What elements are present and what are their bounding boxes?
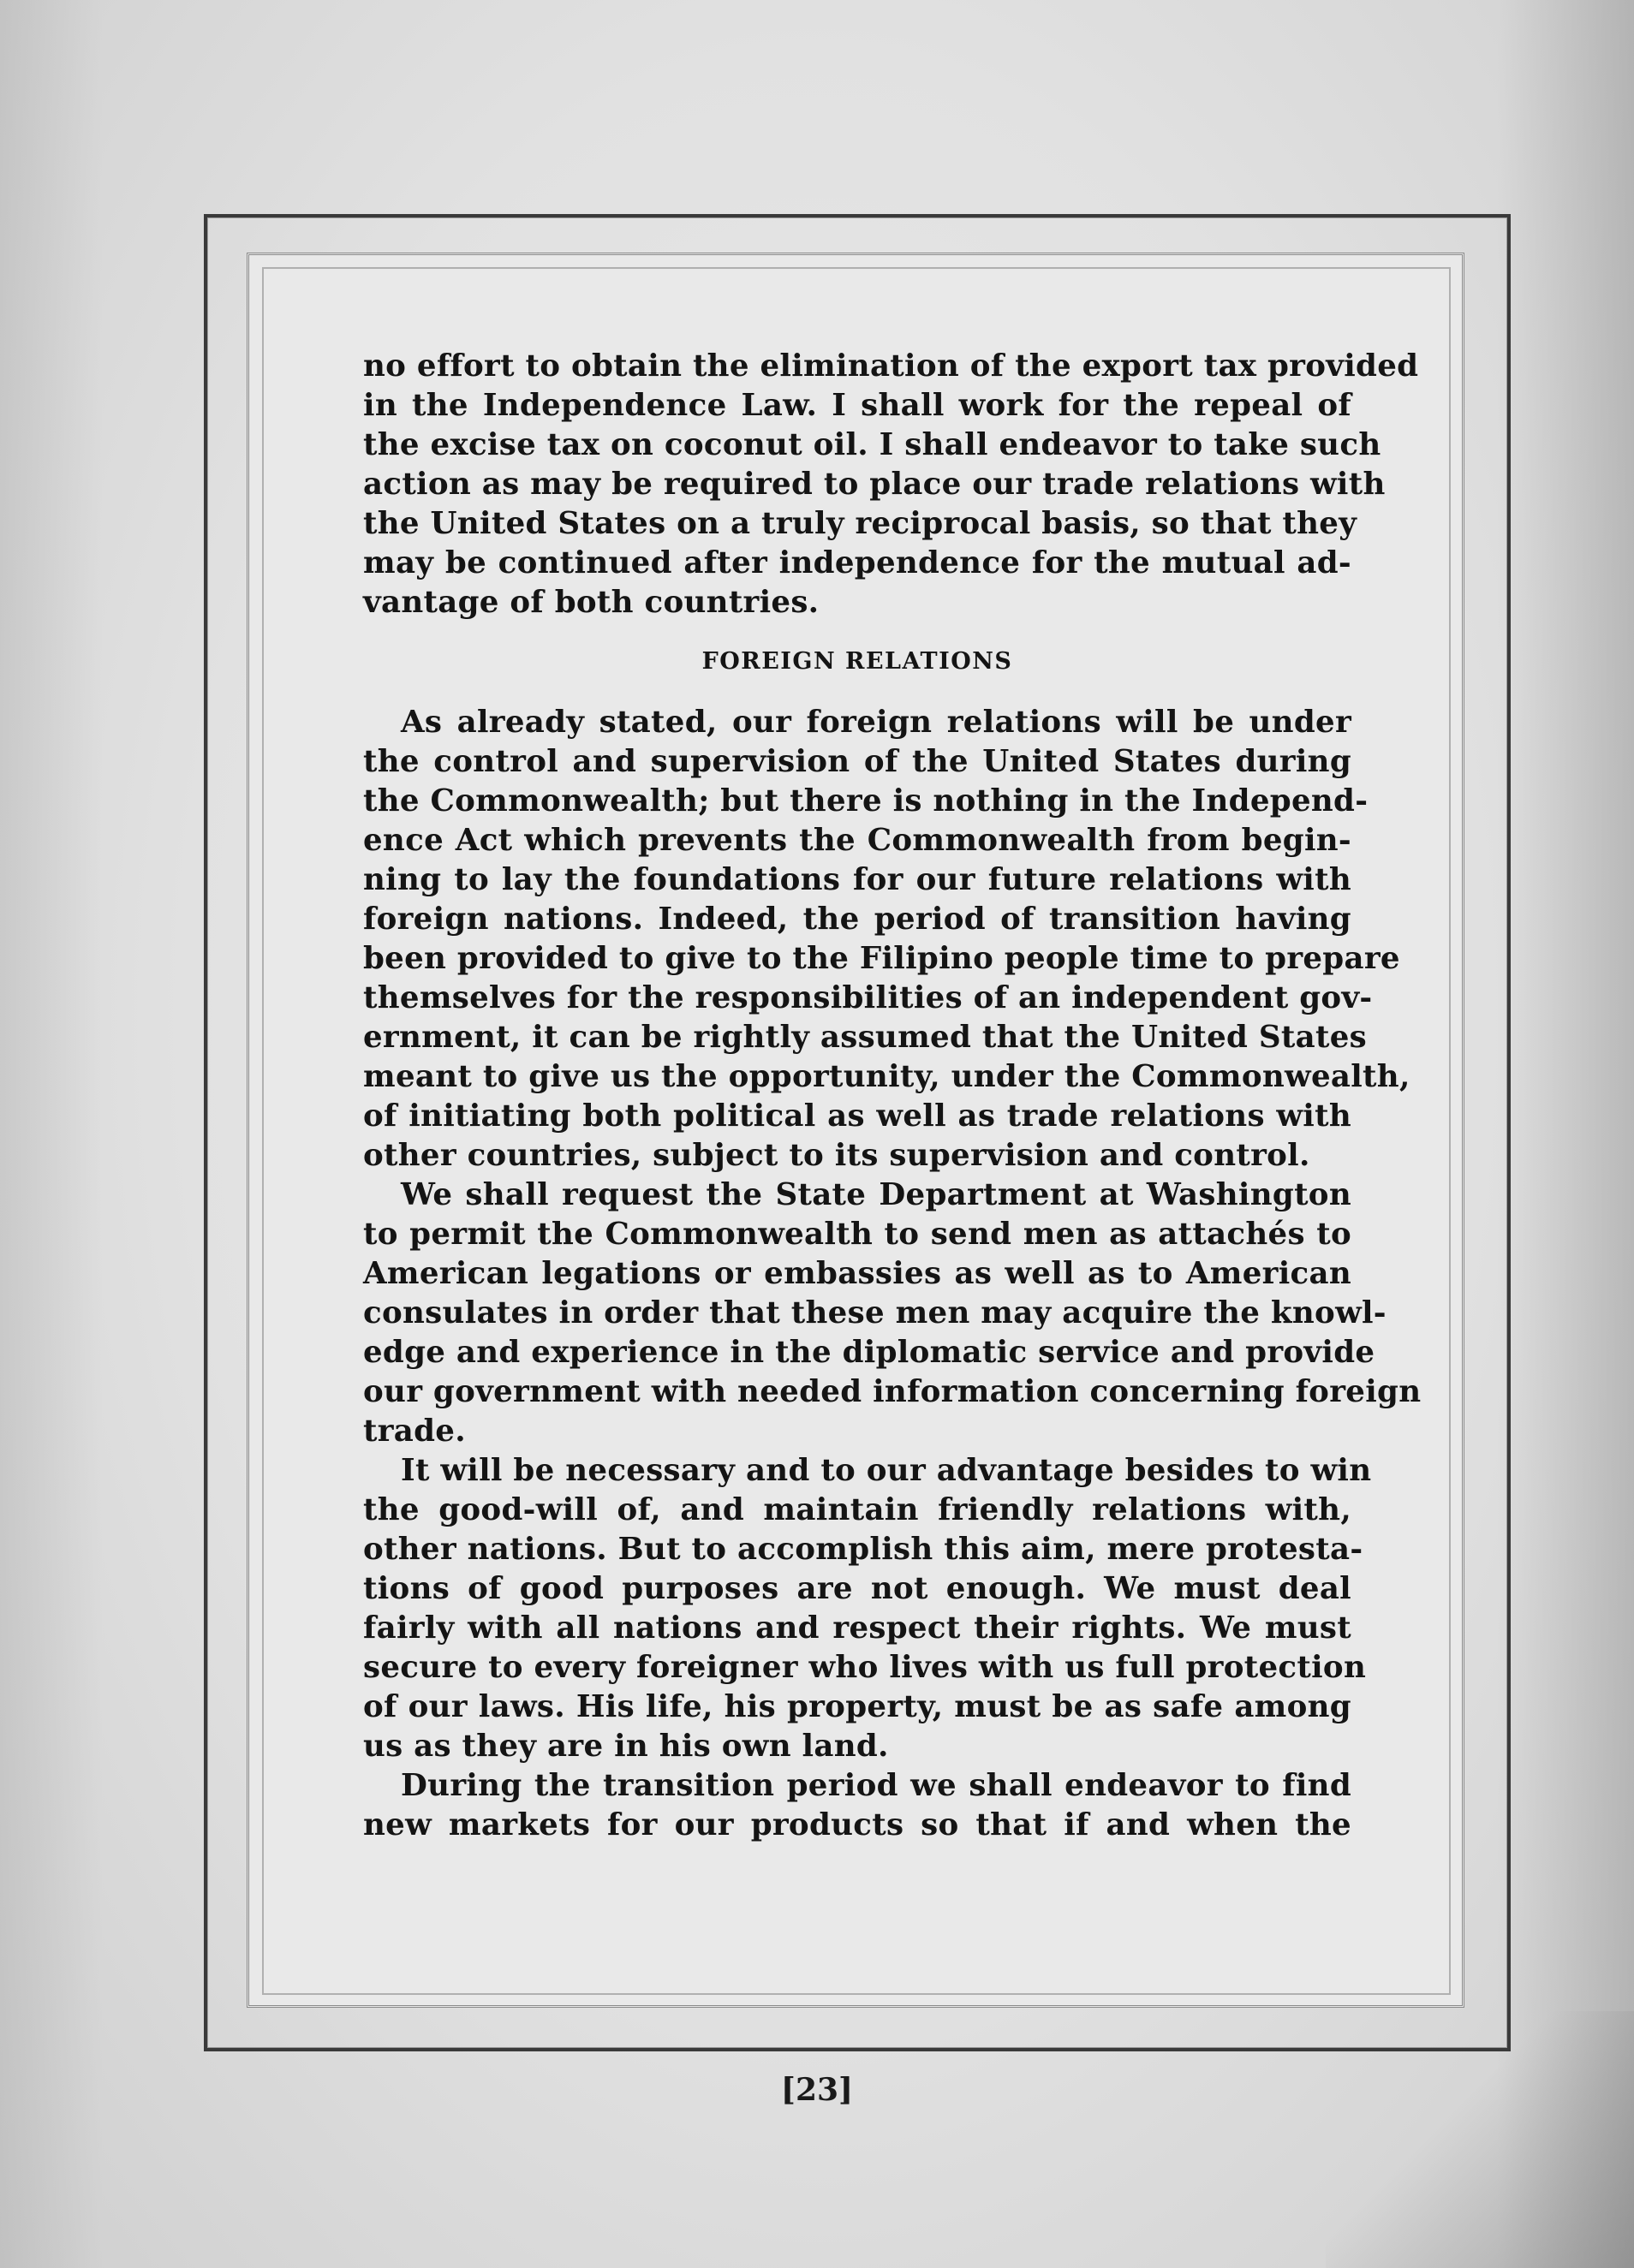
paragraph — [363, 703, 1410, 1176]
text-line: us as they are in his own land. — [363, 1729, 889, 1764]
text-line: the Commonwealth; but there is nothing in the Independ- — [363, 783, 1369, 819]
paragraph — [363, 347, 1419, 622]
text-line: may be continued after independence for the mutual ad- — [363, 545, 1351, 580]
text-line: American legations or embassies as well as to American — [363, 1256, 1351, 1291]
text-line: in the Independence Law. I shall work for the repeal of — [363, 388, 1351, 423]
page-left-shadow — [0, 0, 103, 2268]
text-line: trade. — [363, 1414, 466, 1449]
text-line: of our laws. His life, his property, must be as safe among — [363, 1689, 1351, 1724]
section-heading: FOREIGN RELATIONS — [701, 648, 1013, 675]
text-line: meant to give us the opportunity, under the Commonwealth, — [363, 1059, 1410, 1094]
text-line: new markets for our products so that if and when the — [363, 1807, 1351, 1842]
text-line: the control and supervision of the United States during — [363, 744, 1351, 779]
text-line: fairly with all nations and respect their rights. We must — [363, 1610, 1351, 1646]
paragraph — [363, 1451, 1372, 1766]
text-line: ning to lay the foundations for our future relations with — [363, 862, 1351, 897]
text-line: It will be necessary and to our advantage besides to win — [401, 1453, 1372, 1488]
text-line: other nations. But to accomplish this aim, mere protesta- — [363, 1532, 1363, 1567]
text-line: vantage of both countries. — [363, 585, 820, 620]
text-line: consulates in order that these men may acquire the knowl- — [363, 1295, 1387, 1330]
text-line: tions of good purposes are not enough. We must deal — [363, 1571, 1351, 1606]
text-line: secure to every foreigner who lives with us full protection — [363, 1650, 1367, 1685]
text-line: During the transition period we shall endeavor to find — [401, 1768, 1351, 1803]
text-line: action as may be required to place our trade relations with — [363, 467, 1386, 502]
paragraph — [363, 1766, 1351, 1845]
text-line: the excise tax on coconut oil. I shall endeavor to take such — [363, 427, 1381, 462]
text-line: to permit the Commonwealth to send men as attachés to — [363, 1217, 1351, 1252]
text-line: We shall request the State Department at Washington — [401, 1177, 1351, 1212]
text-line: ence Act which prevents the Commonwealth from begin- — [363, 823, 1351, 858]
page-number: [23] — [780, 2072, 854, 2108]
text-line: themselves for the responsibilities of an independent gov- — [363, 980, 1373, 1015]
text-line: other countries, subject to its supervision and control. — [363, 1138, 1310, 1173]
text-line: no effort to obtain the elimination of the export tax provided — [363, 348, 1419, 384]
text-line: the good-will of, and maintain friendly relations with, — [363, 1492, 1351, 1527]
text-line: As already stated, our foreign relations will be under — [401, 705, 1351, 740]
text-line: our government with needed information concerning foreign — [363, 1374, 1422, 1409]
page-text-body — [363, 347, 1422, 1845]
text-line: the United States on a truly reciprocal basis, so that they — [363, 506, 1357, 541]
text-line: of initiating both political as well as trade relations with — [363, 1098, 1351, 1134]
text-line: been provided to give to the Filipino people time to prepare — [363, 941, 1400, 976]
paragraph — [363, 1176, 1422, 1451]
page-right-shadow — [1497, 0, 1634, 2268]
text-line: foreign nations. Indeed, the period of transition having — [363, 902, 1351, 937]
text-line: ernment, it can be rightly assumed that the United States — [363, 1020, 1367, 1055]
text-line: edge and experience in the diplomatic service and provide — [363, 1335, 1375, 1370]
